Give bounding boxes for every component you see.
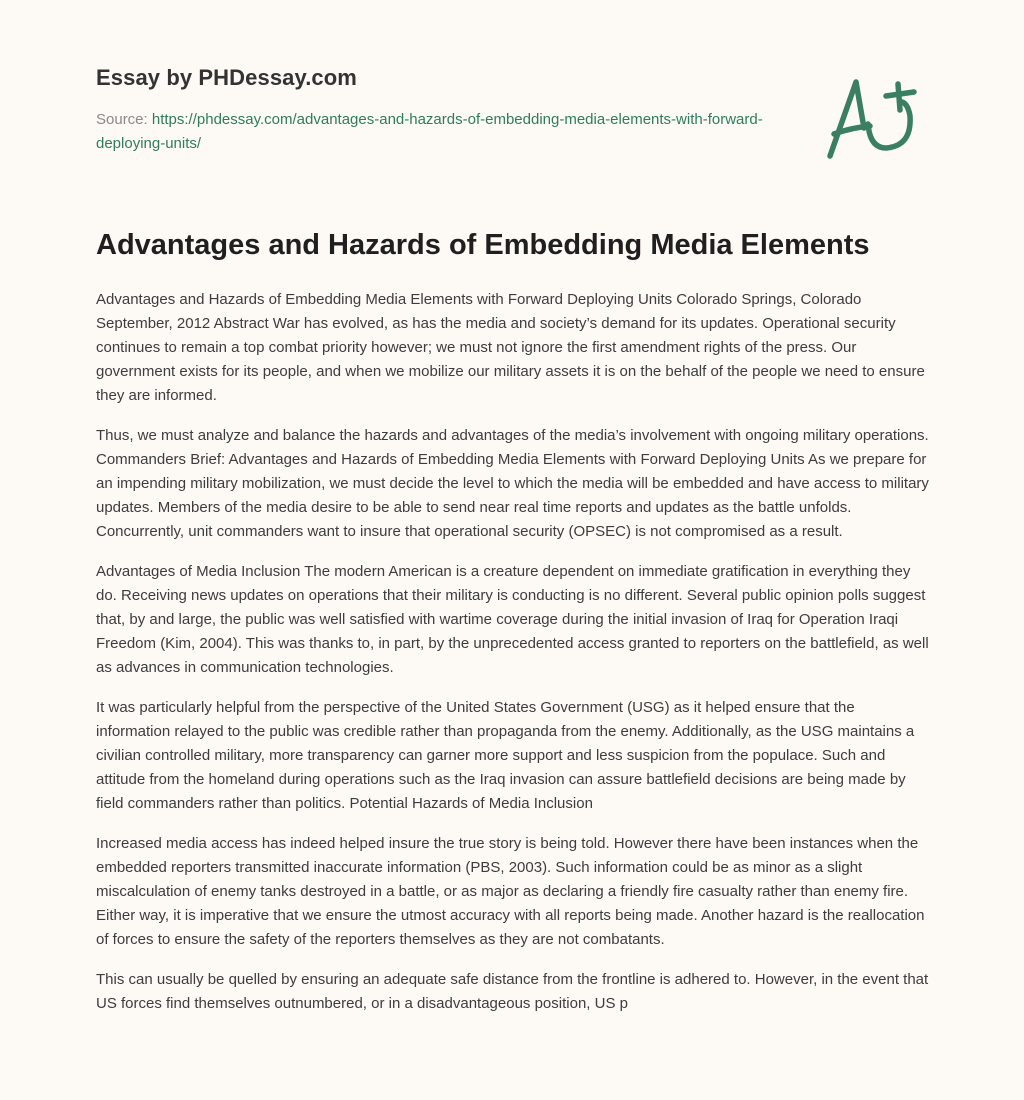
source-line: [96, 108, 776, 156]
page-header: [96, 62, 796, 156]
article: [96, 222, 930, 1032]
article-paragraph: Advantages and Hazards of Embedding Media Elements with Forward Deploying Units Colorado Springs, Colorado September, 2012 Abstract War has evolved, as has the media and society’s demand for its updates. Operational security continues to remain a top combat priority however; we must not ignore the first amendment rights of the press. Our government exists for its people, and when we mobilize our military assets it is on the behalf of the people we need to ensure they are informed.: [96, 291, 925, 404]
site-title: Essay by PHDessay.com: [96, 65, 357, 90]
source-label: Source:: [96, 111, 152, 128]
article-paragraph: This can usually be quelled by ensuring an adequate safe distance from the frontline is adhered to. However, in the event that US forces find themselves outnumbered, or in a disadvantageous position, US p: [96, 971, 929, 1012]
a-plus-grade-icon: [820, 68, 930, 168]
article-paragraph: Advantages of Media Inclusion The modern American is a creature dependent on immediate gratification in everything they do. Receiving news updates on operations that their military is conducting is no different. Several public opinion polls suggest that, by and large, the public was well satisfied with wartime coverage during the initial invasion of Iraq for Operation Iraqi Freedom (Kim, 2004). This was thanks to, in part, by the unprecedented access granted to reporters on the battlefield, as well as advances in communication technologies.: [96, 563, 929, 676]
source-link[interactable]: https://phdessay.com/advantages-and-hazards-of-embedding-media-elements-with-forward-deploying-units/: [96, 111, 763, 152]
article-paragraph: Increased media access has indeed helped insure the true story is being told. However there have been instances when the embedded reporters transmitted inaccurate information (PBS, 2003). Such information could be as minor as a slight miscalculation of enemy tanks destroyed in a battle, or as major as declaring a friendly fire casualty rather than enemy fire. Either way, it is imperative that we ensure the utmost accuracy with all reports being made. Another hazard is the reallocation of forces to ensure the safety of the reporters themselves as they are not combatants.: [96, 835, 925, 948]
article-paragraph: Thus, we must analyze and balance the hazards and advantages of the media’s involvement with ongoing military operations. Commanders Brief: Advantages and Hazards of Embedding Media Elements with Forward Deploying Units As we prepare for an impending military mobilization, we must decide the level to which the media will be embedded and have access to military updates. Members of the media desire to be able to send near real time reports and updates as the battle unfolds. Concurrently, unit commanders want to insure that operational security (OPSEC) is not compromised as a result.: [96, 427, 929, 540]
article-title: Advantages and Hazards of Embedding Media Elements: [96, 229, 870, 261]
article-paragraph: It was particularly helpful from the perspective of the United States Government (USG) as it helped ensure that the information relayed to the public was credible rather than propaganda from the enemy. Additionally, as the USG maintains a civilian controlled military, more transparency can garner more support and less suspicion from the populace. Such and attitude from the homeland during operations such as the Iraq invasion can assure battlefield decisions are being made by field commanders rather than politics. Potential Hazards of Media Inclusion: [96, 699, 915, 812]
